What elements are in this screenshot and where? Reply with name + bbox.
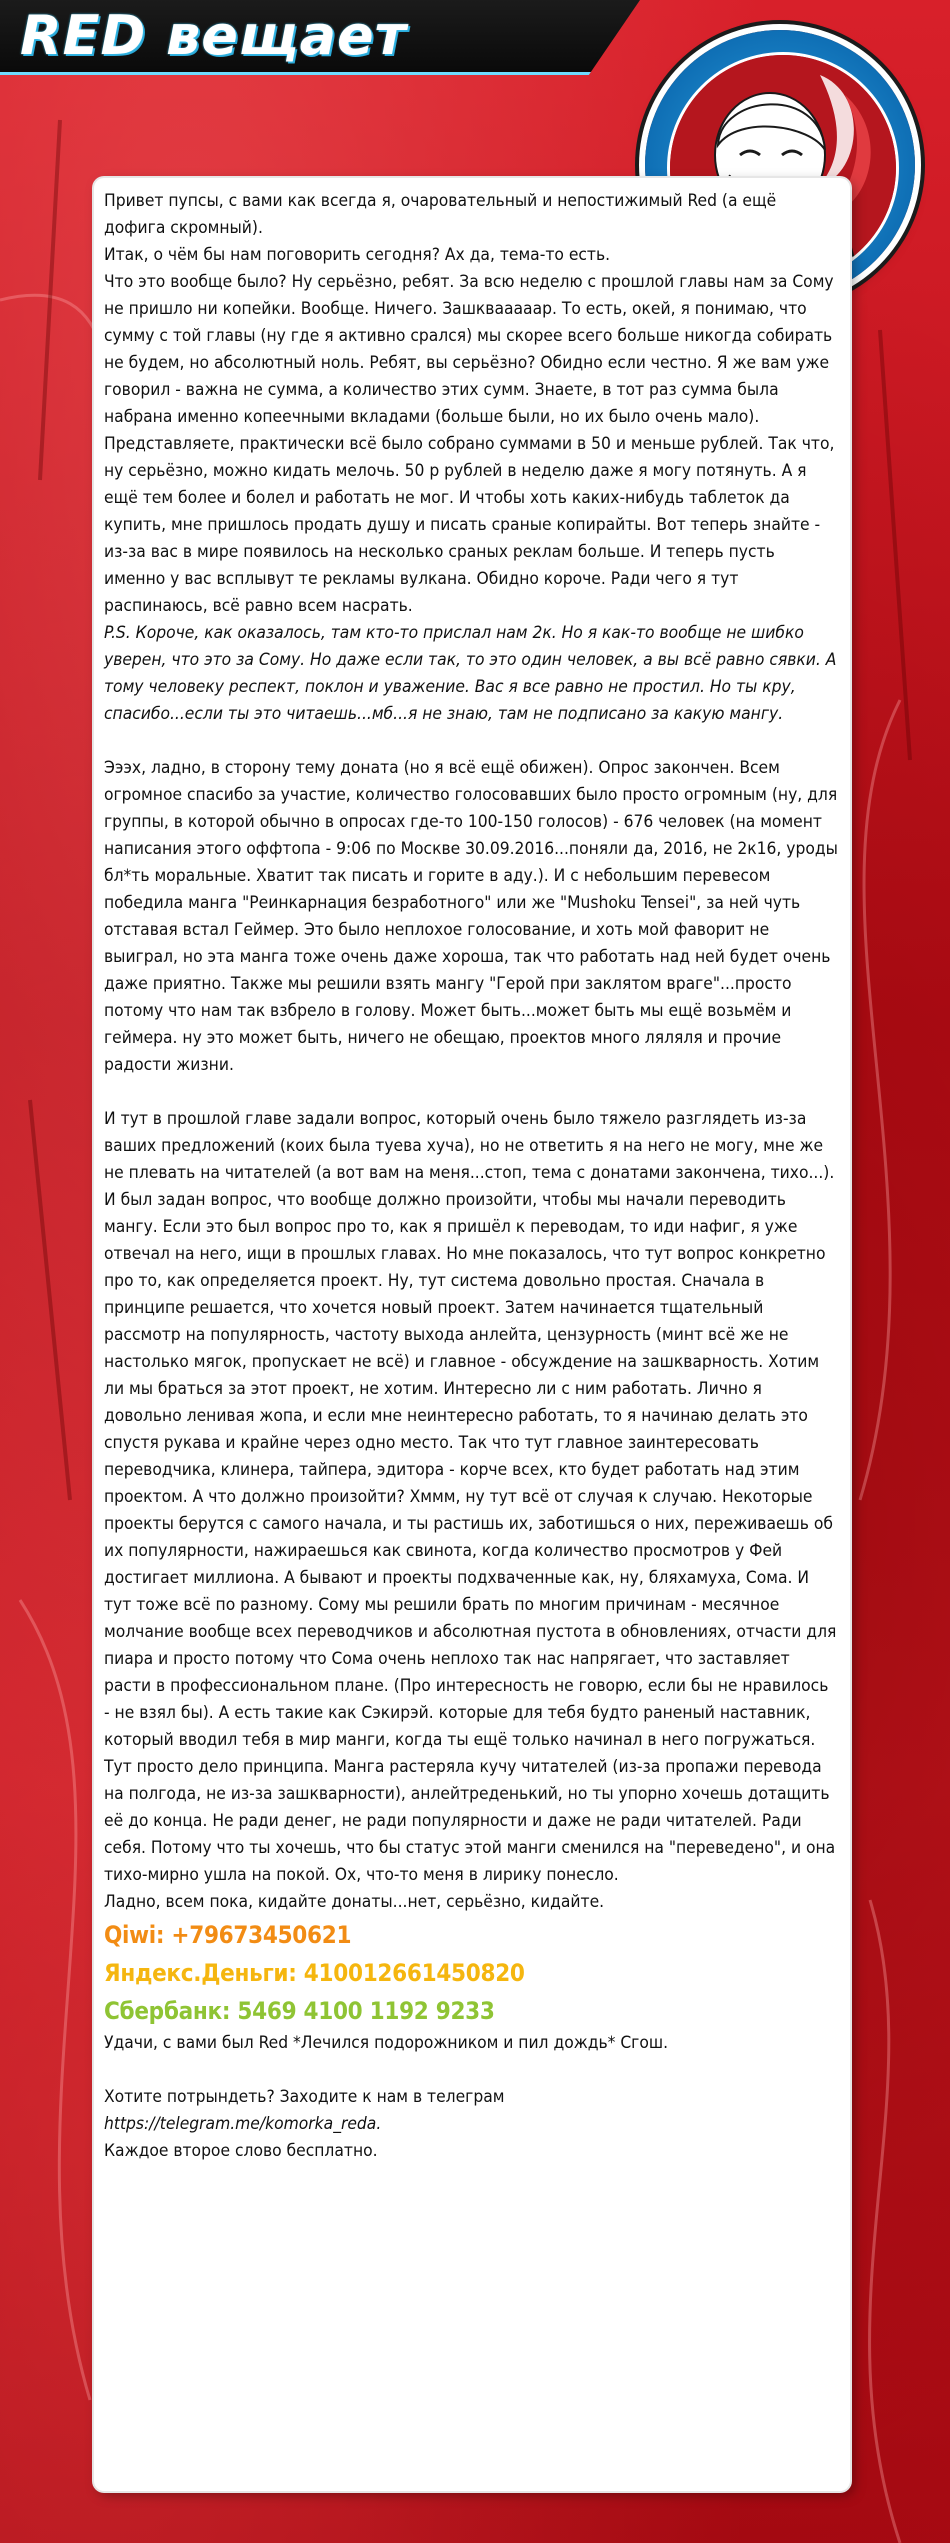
- qiwi-donation-line: Qiwi: +79673450621: [104, 1921, 352, 1949]
- intro-topic: Итак, о чём бы нам поговорить сегодня? Ах да, тема-то есть.: [104, 245, 611, 265]
- post-body: [94, 178, 850, 2491]
- project-selection-paragraph: И тут в прошлой главе задали вопрос, который очень было тяжело разглядеть из-за ваших предложений (коих была туева хуча), но не ответить я на него не могу, мне же не плевать на читателей (а вот вам на меня...стоп, тема с донатами закончена, тихо...). И был задан вопрос, что вообще должно произойти, чтобы мы начали переводить мангу. Если это был вопрос про то, как я пришёл к переводам, то иди нафиг, я уже отвечал на него, ищи в прошлых главах. Но мне показалось, что тут вопрос конкретно про то, как определяется проект. Ну, тут система довольно простая. Сначала в принципе решается, что хочется новый проект. Затем начинается тщательный рассмотр на популярность, частоту выхода анлейта, цензурность (минт всё же не настолько мягок, пропускает не всё) и главное - обсуждение на зашкварность. Хотим ли мы браться за этот проект, не хотим. Интересно ли с ним работать. Лично я довольно ленивая жопа, и если мне неинтересно работать, то я начинаю делать это спустя рукава и крайне через одно место. Так что тут главное заинтересовать переводчика, клинера, тайпера, эдитора - корче всех, кто будет работать над этим проектом. А что должно произойти? Хммм, ну тут всё от случая к случаю. Некоторые проекты берутся с самого начала, и ты растишь их, заботишься о них, переживаешь об их популярности, нажираешься как свинота, когда количество просмотров у Фей достигает миллиона. А бывают и проекты подхваченные как, ну, бляхамуха, Сома. И тут тоже всё по разному. Сому мы решили брать по многим причинам - месячное молчание вообще всех переводчиков и абсолютная пустота в обновлениях, отчасти для пиара и просто потому что Сома очень неплохо так нас напрягает, что заставляет расти в профессиональном плане. (Про интересность не говорю, если бы не нравилось - не взял бы). А есть такие как Сэкирэй. которые для тебя будто раненый наставник, который вводил тебя в мир манги, когда ты ещё только начинал в него погружаться. Тут просто дело принципа. Манга растеряла кучу читателей (из-за пропажи перевода на полгода, не из-за зашкварности), анлейтреденький, но ты упорно хочешь дотащить её до конца. Не ради денег, не ради популярности и даже не ради читателей. Ради себя. Потому что ты хочешь, что бы статус этой манги сменился на "переведено", и она тихо-мирно ушла на покой. Ох, что-то меня в лирику понесло.: [104, 1109, 837, 1885]
- signoff-line: Удачи, с вами был Red *Лечился подорожником и пил дождь* Сгош.: [104, 2033, 669, 2053]
- telegram-link[interactable]: https://telegram.me/komorka_reda.: [104, 2114, 382, 2134]
- page-title: RED вещает: [20, 4, 407, 67]
- poll-results-paragraph: Эээх, ладно, в сторону тему доната (но я всё ещё обижен). Опрос закончен. Всем огромное спасибо за участие, количество голосовавших было просто огромным (ну, для группы, в которой обычно в опросах где-то 100-150 голосов) - 676 человек (на момент написания этого оффтопа - 9:06 по Москве 30.09.2016...поняли да, 2016, не 2к16, уроды бл*ть моральные. Хватит так писать и горите в аду.). И с небольшим перевесом победила манга "Реинкарнация безработного" или же "Mushoku Tensei", за ней чуть отставая встал Геймер. Это было неплохое голосование, и хоть мой фаворит не выиграл, но эта манга тоже очень даже хороша, так что работать над ней будет очень даже приятно. Также мы решили взять мангу "Герой при заклятом враге"...просто потому что нам так взбрело в голову. Может быть...может быть мы ещё возьмём и геймера. ну это может быть, ничего не обещаю, проектов много ляляля и прочие радости жизни.: [104, 758, 838, 1075]
- sberbank-donation-line: Сбербанк: 5469 4100 1192 9233: [104, 1997, 495, 2025]
- telegram-invite: Хотите потрындеть? Заходите к нам в телеграм: [104, 2087, 505, 2107]
- telegram-note: Каждое второе слово бесплатно.: [104, 2141, 378, 2161]
- farewell-line: Ладно, всем пока, кидайте донаты...нет, серьёзно, кидайте.: [104, 1892, 605, 1912]
- postscript-paragraph: P.S. Короче, как оказалось, там кто-то прислал нам 2к. Но я как-то вообще не шибко уверен, что это за Сому. Но даже если так, то это один человек, а вы всё равно сявки. А тому человеку респект, поклон и уважение. Вас я все равно не простил. Но ты кру, спасибо...если ты это читаешь...мб...я не знаю, там не подписано за какую мангу.: [104, 623, 837, 724]
- intro-donation-rant: Что это вообще было? Ну серьёзно, ребят. За всю неделю с прошлой главы нам за Сому не пришло ни копейки. Вообще. Ничего. Зашквааааар. То есть, окей, я понимаю, что сумму с той главы (ну где я активно срался) мы скорее всего больше никогда собирать не будем, но абсолютный ноль. Ребят, вы серьёзно? Обидно если честно. Я же вам уже говорил - важна не сумма, а количество этих сумм. Знаете, в тот раз сумма была набрана именно копеечными вкладами (больше были, но их было очень мало). Представляете, практически всё было собрано суммами в 50 и меньше рублей. Так что, ну серьёзно, можно кидать мелочь. 50 р рублей в неделю даже я могу потянуть. А я ещё тем более и болел и работать не мог. И чтобы хоть каких-нибудь таблеток да купить, мне пришлось продать душу и писать сраные копирайты. Вот теперь знайте - из-за вас в мире появилось на несколько сраных реклам больше. И теперь пусть именно у вас всплывут те рекламы вулкана. Обидно короче. Ради чего я тут распинаюсь, всё равно всем насрать.: [104, 272, 835, 616]
- yandex-money-donation-line: Яндекс.Деньги: 410012661450820: [104, 1959, 525, 1987]
- intro-greeting: Привет пупсы, с вами как всегда я, очаровательный и непостижимый Red (а ещё дофига скромный).: [104, 191, 777, 238]
